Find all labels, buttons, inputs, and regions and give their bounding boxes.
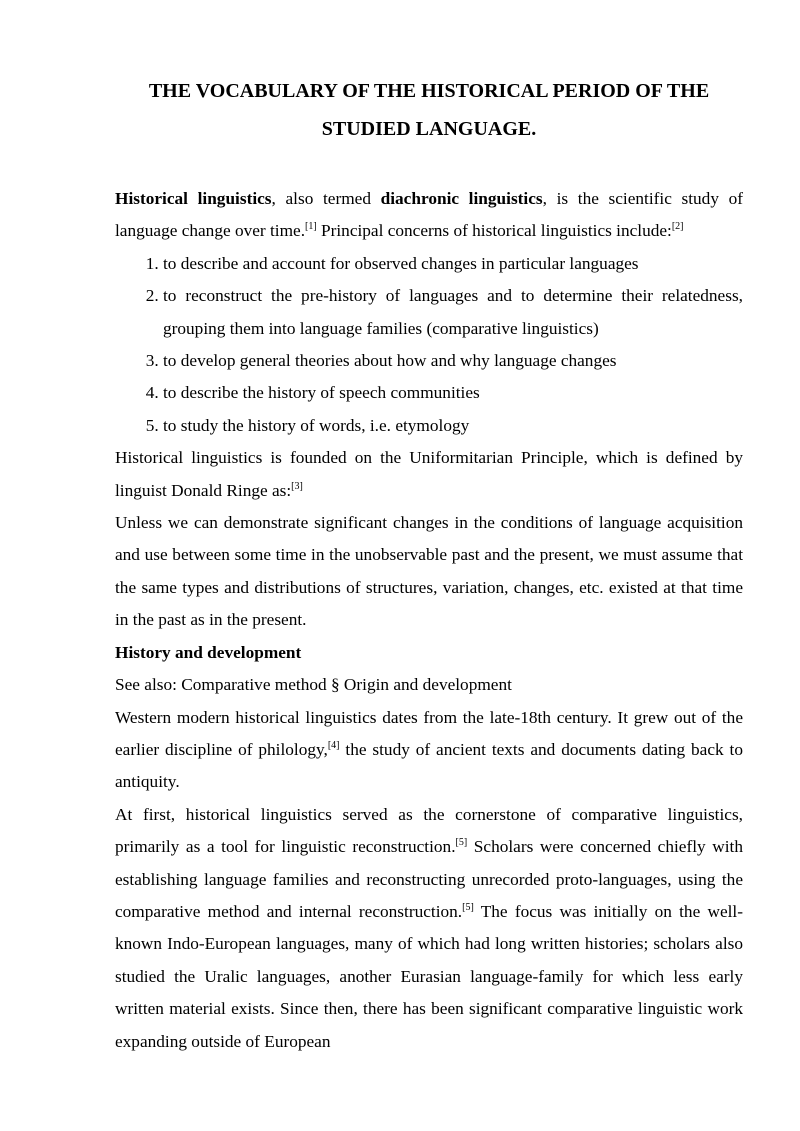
title-line-1: THE VOCABULARY OF THE HISTORICAL PERIOD OF THE (148, 80, 710, 102)
term-historical-linguistics: Historical linguistics (115, 189, 272, 208)
quote-paragraph: Unless we can demonstrate significant changes in the conditions of language acquisition and use between some time in the unobservable past and the present, we must assume that the same types and distributions of structures, variation, changes, etc. existed at that time in the past as in the present. (115, 513, 743, 630)
citation-5b[interactable]: [5] (462, 901, 474, 913)
section-heading: History and development (115, 642, 302, 662)
term-diachronic-linguistics: diachronic linguistics (380, 189, 543, 208)
see-also-link[interactable]: See also: Comparative method § Origin and development (115, 675, 512, 695)
title-line-2: STUDIED LANGUAGE. (321, 118, 537, 140)
citation-3[interactable]: [3] (291, 480, 303, 492)
ringe-paragraph (115, 442, 743, 507)
list-item: 1. to describe and account for observed changes in particular languages (163, 248, 743, 280)
list-item: 4. to describe the history of speech communities (163, 377, 743, 409)
citation-4[interactable]: [4] (327, 739, 340, 751)
first-text-b: Scholars were concerned chiefly with establishing language families and reconstructing unrecorded proto-languages, using the comparative method and internal reconstruction. (115, 837, 743, 921)
first-paragraph (115, 799, 743, 1058)
list-item: 5. to study the history of words, i.e. etymology (163, 410, 743, 442)
concerns-list (115, 248, 743, 442)
western-paragraph (115, 702, 743, 799)
page-title (100, 72, 758, 148)
intro-paragraph (115, 183, 743, 248)
citation-1[interactable]: [1] (305, 221, 317, 233)
citation-2[interactable]: [2] (671, 221, 684, 233)
western-text-b: the study of ancient texts and documents dating back to antiquity. (115, 739, 743, 792)
first-text-a: At first, historical linguistics served as the cornerstone of comparative linguistics, primarily as a tool for linguistic reconstruction. (115, 804, 743, 857)
western-text-a: Western modern historical linguistics dates from the late-18th century. It grew out of the earlier discipline of philology, (115, 707, 743, 759)
list-item: 3. to develop general theories about how and why language changes (163, 345, 743, 377)
citation-5[interactable]: [5] (455, 837, 468, 849)
first-text-c: The focus was initially on the well-known Indo-European languages, many of which had long written histories; scholars also studied the Uralic languages, another Eurasian language-family for which less early written material exists. Since then, there has been significant comparative linguistic work expanding outside of European (115, 901, 743, 1051)
intro-text-3: Principal concerns of historical linguistics include: (316, 221, 672, 241)
list-item: 2. to reconstruct the pre-history of languages and to determine their relatedness, grouping them into language families (comparative linguistics) (163, 280, 743, 345)
intro-text-2: , is the scientific study of language change over time. (115, 189, 743, 241)
ringe-text: Historical linguistics is founded on the Uniformitarian Principle, which is defined by linguist Donald Ringe as: (115, 448, 743, 500)
document-body (115, 183, 743, 1058)
intro-text-1: , also termed (271, 189, 381, 208)
